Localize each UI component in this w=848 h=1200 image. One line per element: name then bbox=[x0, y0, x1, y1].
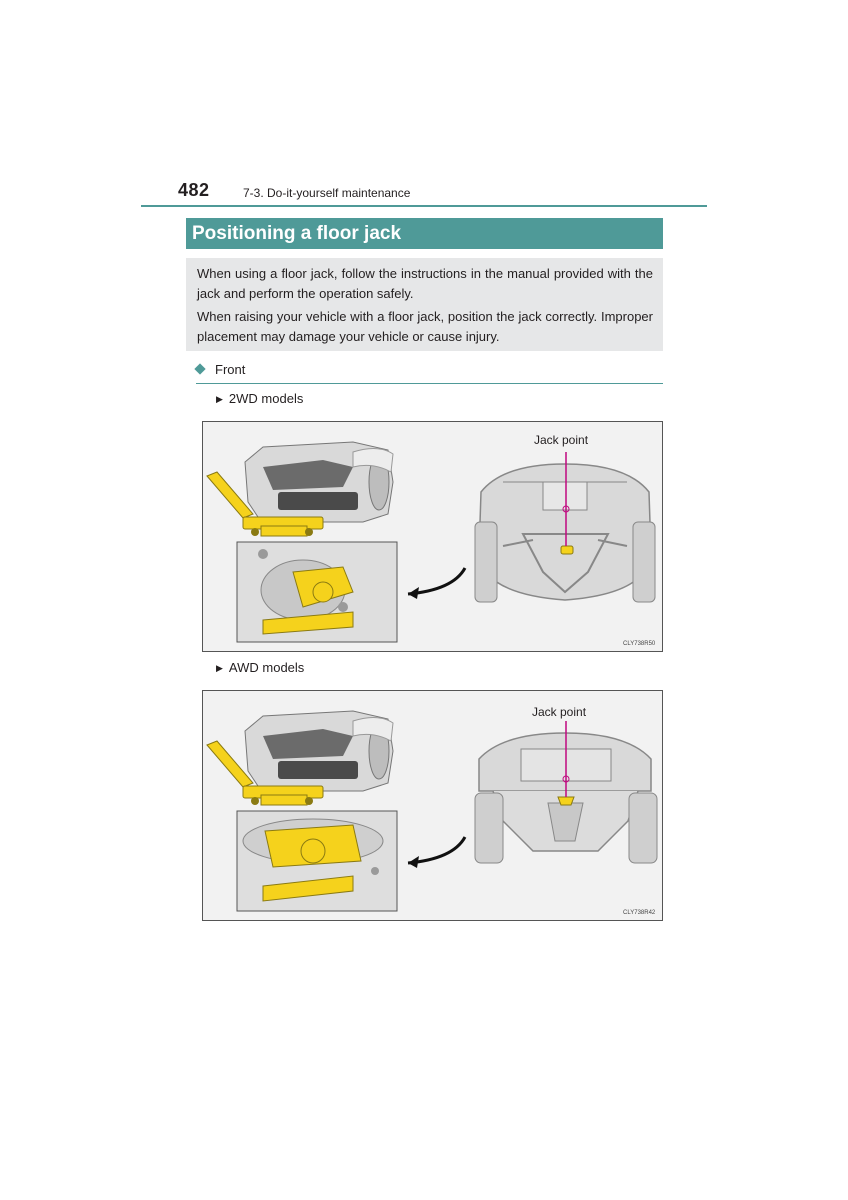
triangle-bullet-icon: ▶ bbox=[216, 394, 223, 404]
info-box bbox=[186, 258, 663, 351]
model-label-text: AWD models bbox=[228, 660, 305, 675]
diamond-bullet-icon bbox=[194, 363, 205, 374]
jack-point-label: Jack point bbox=[534, 433, 589, 447]
model-label-text: 2WD models bbox=[228, 391, 304, 406]
front-subheading bbox=[196, 362, 663, 384]
figure-2wd bbox=[202, 421, 663, 652]
jack-illustration-2wd bbox=[203, 422, 662, 651]
model-label-awd bbox=[216, 660, 304, 675]
figure-code: CLY738R42 bbox=[623, 910, 656, 916]
info-paragraph: When raising your vehicle with a floor jack, position the jack correctly. Improper placement may damage your vehicle or cause injury. bbox=[197, 309, 653, 344]
section-title: Positioning a floor jack bbox=[186, 218, 663, 249]
page-number: 482 bbox=[178, 180, 210, 200]
subheading-label: Front bbox=[215, 362, 246, 377]
header-rule bbox=[141, 205, 707, 207]
jack-illustration-awd bbox=[203, 691, 662, 920]
section-path: 7-3. Do-it-yourself maintenance bbox=[243, 186, 411, 200]
jack-point-label: Jack point bbox=[532, 705, 587, 719]
figure-code: CLY738R50 bbox=[623, 641, 656, 647]
triangle-bullet-icon: ▶ bbox=[216, 663, 223, 673]
model-label-2wd bbox=[216, 391, 303, 406]
figure-awd bbox=[202, 690, 663, 921]
info-paragraph: When using a floor jack, follow the instructions in the manual provided with the jack and perform the operation safely. bbox=[197, 266, 653, 301]
